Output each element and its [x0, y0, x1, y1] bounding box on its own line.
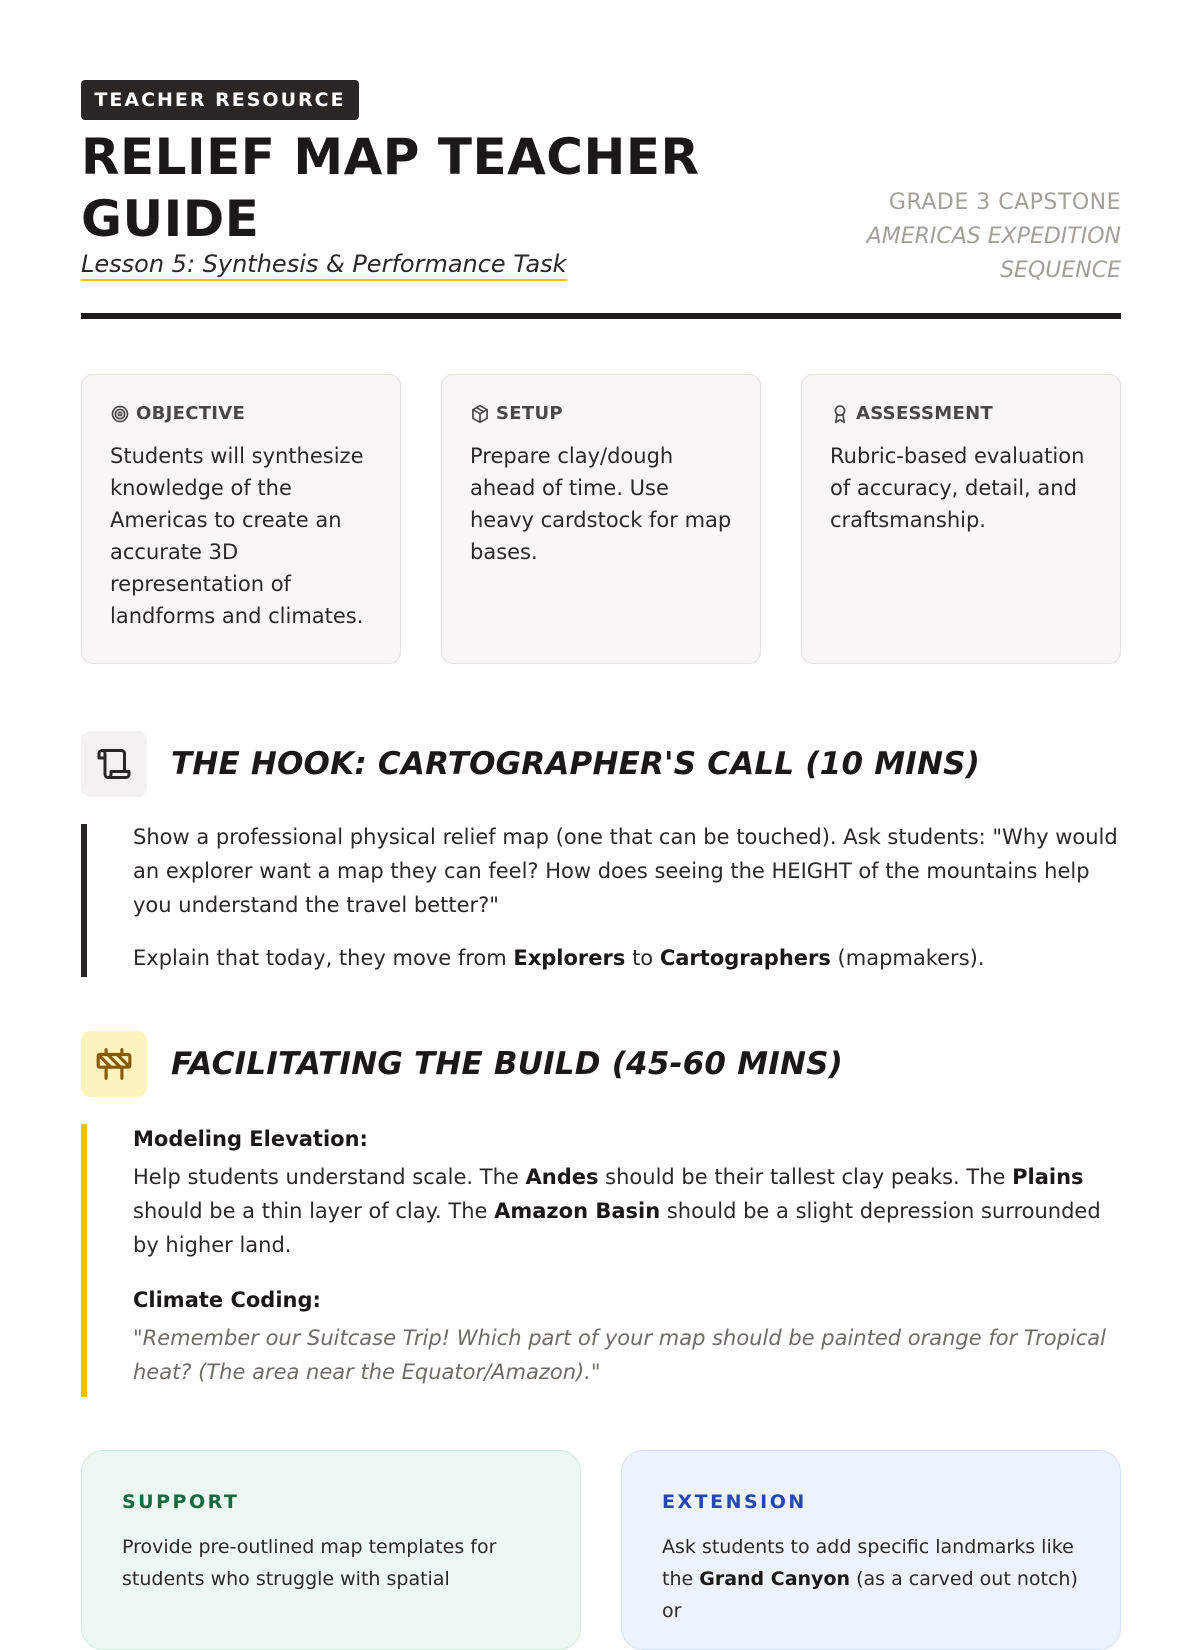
- support-card-title: SUPPORT: [122, 1491, 240, 1513]
- build-text: should be their tallest clay peaks. The: [598, 1165, 1013, 1189]
- extension-text: Ask students to add specific landmarks like the: [662, 1536, 1074, 1590]
- resource-badge: TEACHER RESOURCE: [81, 80, 359, 120]
- modeling-elevation-text: [133, 1160, 1121, 1262]
- overview-cards: [81, 374, 1121, 664]
- extension-card-title: EXTENSION: [662, 1491, 807, 1513]
- hook-text: Explain that today, they move from: [133, 946, 514, 970]
- setup-card: [441, 374, 761, 664]
- package-icon: [470, 404, 490, 424]
- page-title: RELIEF MAP TEACHER GUIDE: [81, 128, 700, 248]
- climate-coding-quote: "Remember our Suitcase Trip! Which part of your map should be painted orange for Tropical heat? (The area near the Equator/Amazon).": [133, 1326, 1107, 1384]
- build-text: Help students understand scale. The: [133, 1165, 526, 1189]
- objective-card: [81, 374, 401, 664]
- objective-card-title: OBJECTIVE: [136, 403, 246, 424]
- award-icon: [830, 404, 850, 424]
- sequence-label: AMERICAS EXPEDITION SEQUENCE: [866, 224, 1121, 283]
- extension-card: [621, 1450, 1121, 1650]
- hook-text: (mapmakers).: [830, 946, 985, 970]
- modeling-elevation-heading: Modeling Elevation:: [133, 1127, 368, 1151]
- hook-callout: [81, 824, 1121, 977]
- header-divider: [81, 313, 1121, 319]
- hook-icon-tile: [81, 731, 147, 797]
- assessment-card-body: Rubric-based evaluation of accuracy, detail, and craftsmanship.: [830, 444, 1085, 532]
- setup-card-header: [470, 403, 734, 424]
- build-section-title: FACILITATING THE BUILD (45-60 MINS): [171, 1046, 844, 1082]
- construction-barrier-icon: [95, 1045, 133, 1083]
- hook-section-header: [81, 731, 1121, 797]
- cartographers-term: Cartographers: [659, 946, 831, 970]
- plains-term: Plains: [1012, 1165, 1084, 1189]
- build-text: should be a thin layer of clay. The: [133, 1199, 495, 1223]
- build-icon-tile: [81, 1031, 147, 1097]
- target-icon: [110, 404, 130, 424]
- explorers-term: Explorers: [513, 946, 626, 970]
- objective-card-body: Students will synthesize knowledge of the Americas to create an accurate 3D representation of landforms and climates.: [110, 444, 364, 628]
- header-meta: [821, 186, 1121, 288]
- assessment-card-header: [830, 403, 1094, 424]
- extension-text: (as a carved out notch) or: [662, 1568, 1078, 1622]
- assessment-card-title: ASSESSMENT: [856, 403, 994, 424]
- assessment-card: [801, 374, 1121, 664]
- support-card-body: Provide pre-outlined map templates for students who struggle with spatial: [122, 1536, 497, 1590]
- setup-card-body: Prepare clay/dough ahead of time. Use heavy cardstock for map bases.: [470, 444, 732, 564]
- hook-paragraph-2: [133, 941, 1121, 975]
- scroll-icon: [96, 746, 132, 782]
- hook-text: to: [625, 946, 660, 970]
- amazon-basin-term: Amazon Basin: [494, 1199, 661, 1223]
- build-text: should be a slight depression surrounded by higher land.: [133, 1199, 1101, 1257]
- support-card: [81, 1450, 581, 1650]
- extension-card-body: [662, 1531, 1080, 1627]
- hook-paragraph-1: Show a professional physical relief map (one that can be touched). Ask students: "Why would an explorer want a map they can feel? How does seeing the HEIGHT of the mountains help you understand the travel better?": [133, 825, 1118, 917]
- climate-coding-heading: Climate Coding:: [133, 1288, 321, 1312]
- build-callout: [81, 1124, 1121, 1397]
- grand-canyon-term: Grand Canyon: [699, 1568, 851, 1590]
- objective-card-header: [110, 403, 374, 424]
- setup-card-title: SETUP: [496, 403, 563, 424]
- hook-section-title: THE HOOK: CARTOGRAPHER'S CALL (10 MINS): [171, 746, 981, 782]
- build-section-header: [81, 1031, 1121, 1097]
- andes-term: Andes: [525, 1165, 599, 1189]
- grade-label: GRADE 3 CAPSTONE: [888, 190, 1121, 215]
- lesson-subtitle: Lesson 5: Synthesis & Performance Task: [81, 250, 567, 281]
